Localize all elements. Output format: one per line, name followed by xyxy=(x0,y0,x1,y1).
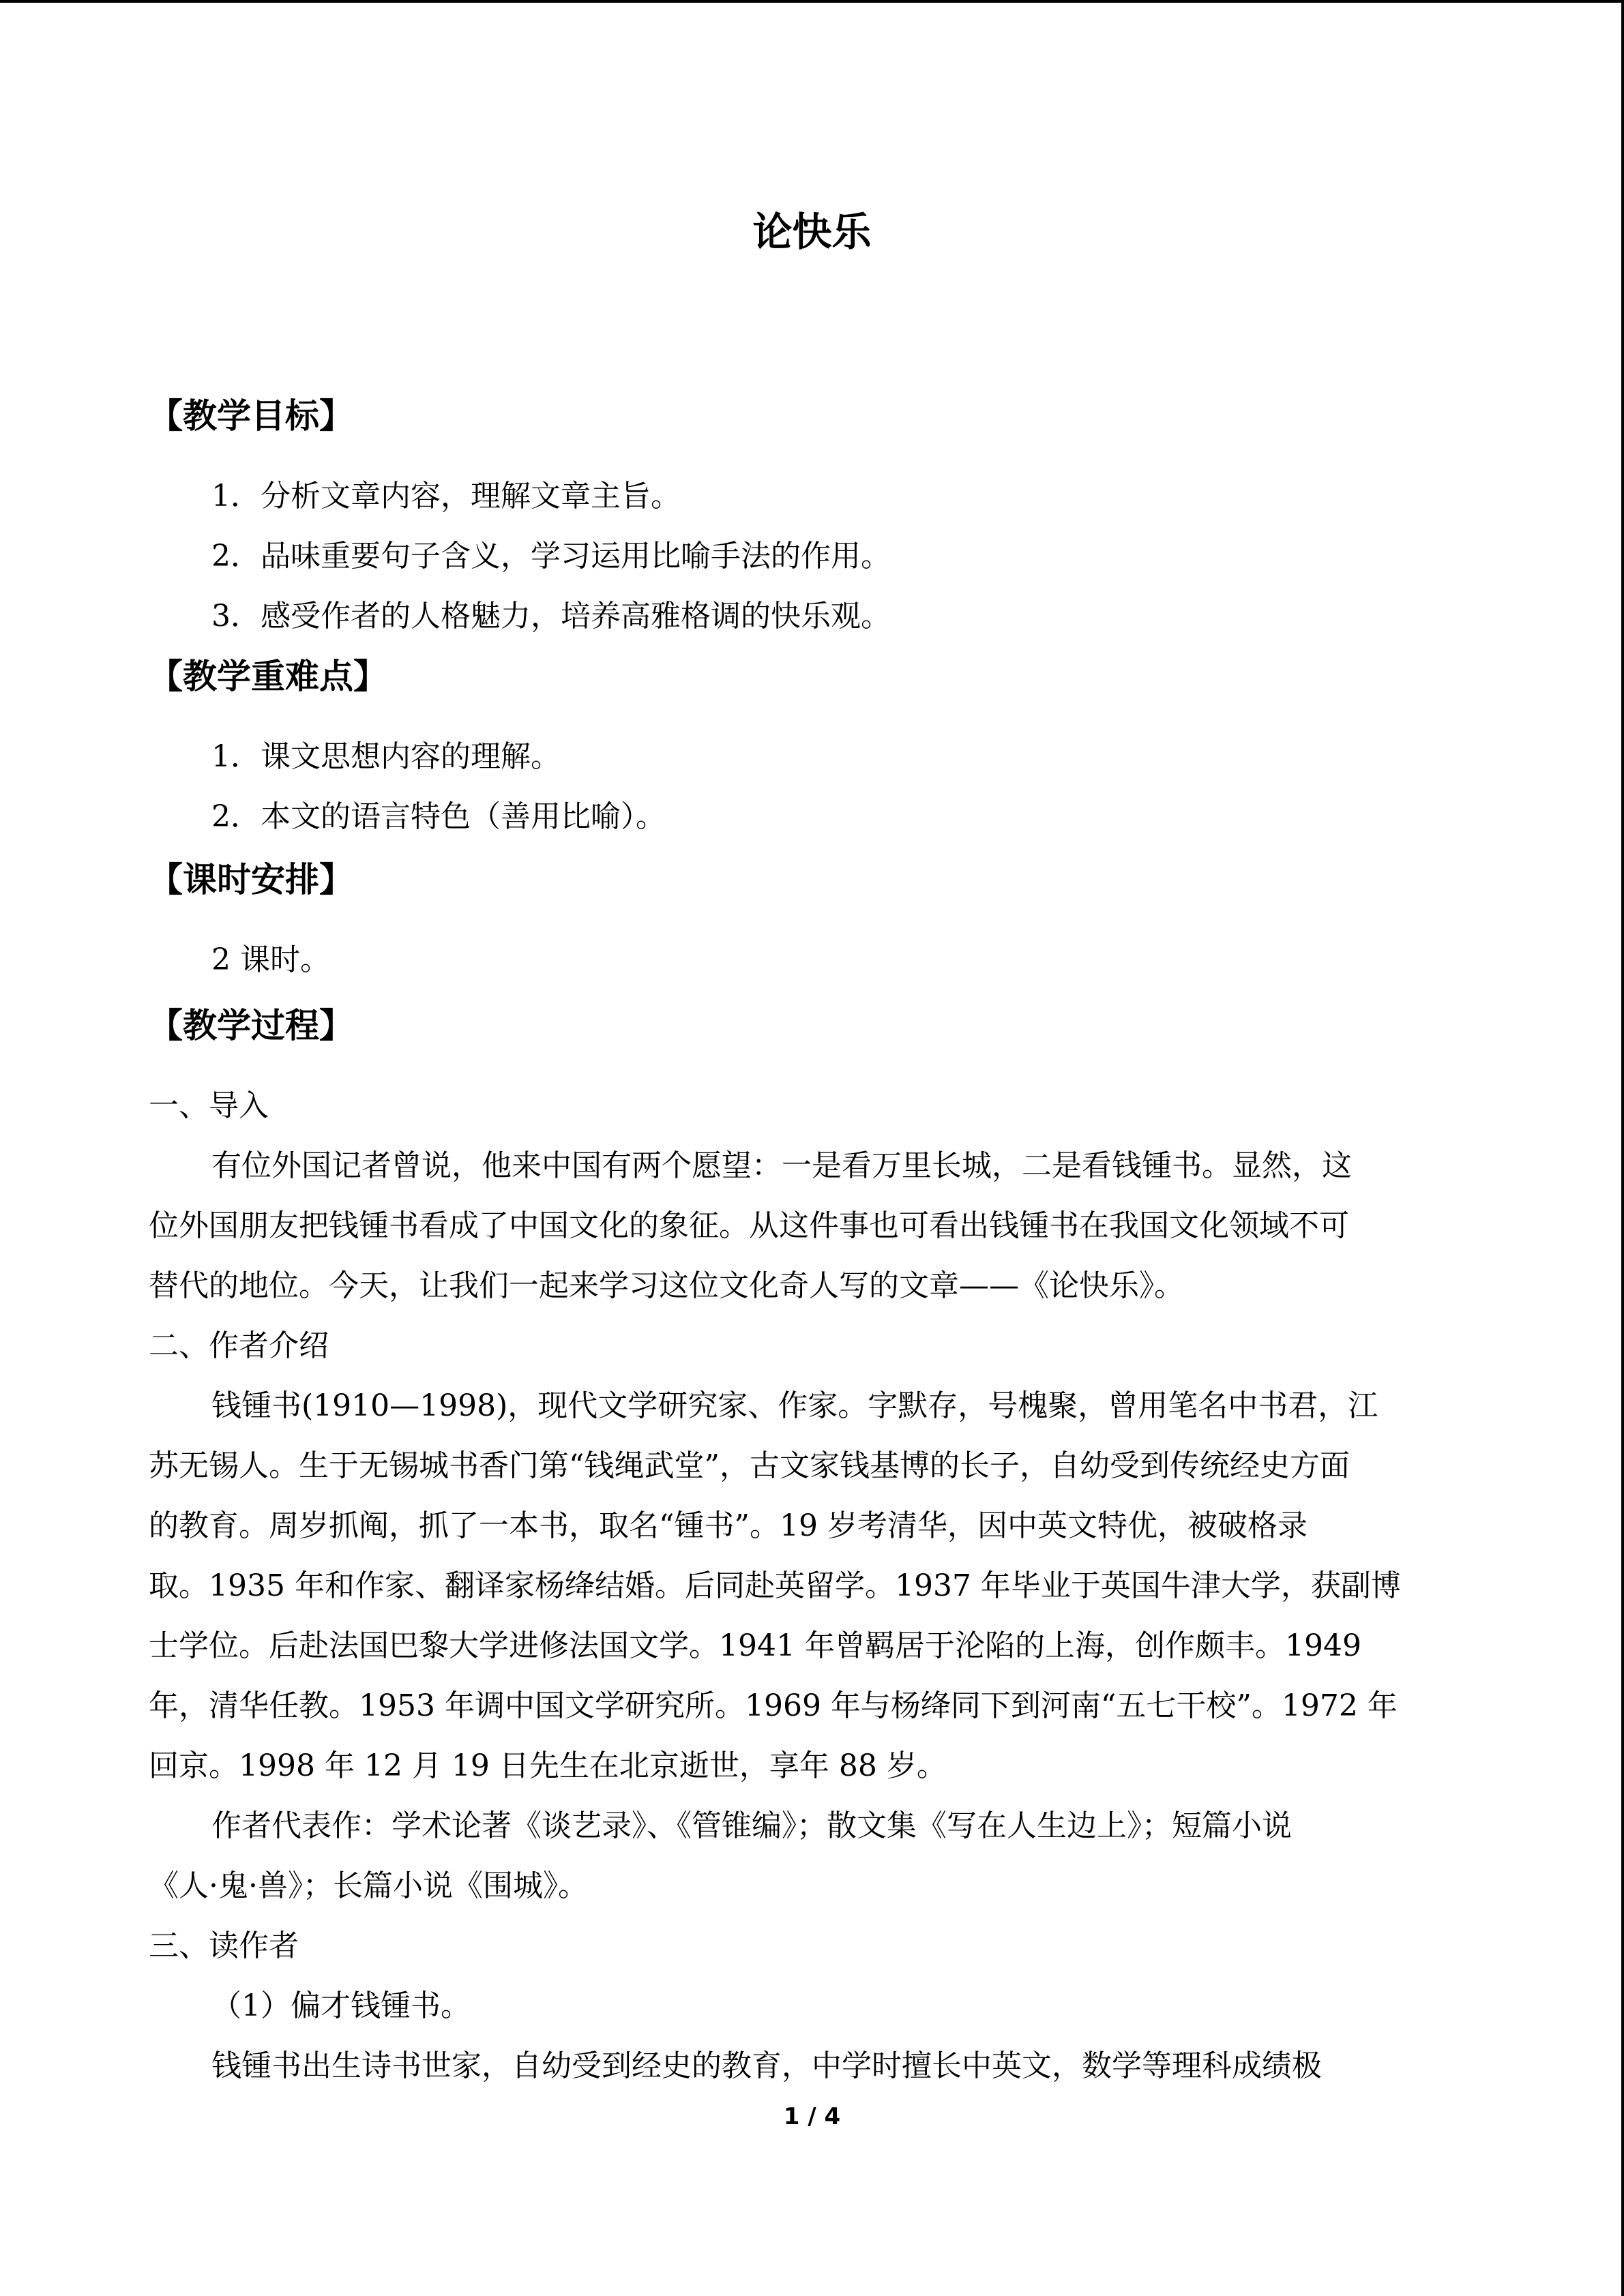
author-line: 回京。1998 年 12 月 19 日先生在北京逝世，享年 88 岁。 xyxy=(149,1748,947,1783)
page-border-top xyxy=(0,0,1624,3)
difficulty-item: 2．本文的语言特色（善用比喻）。 xyxy=(211,799,666,834)
section-heading-difficulties: 【教学重难点】 xyxy=(149,657,387,696)
author-line: 士学位。后赴法国巴黎大学进修法国文学。1941 年曾羁居于沦陷的上海，创作颇丰。1949 xyxy=(149,1628,1361,1663)
reader-line: 钱锺书出生诗书世家，自幼受到经史的教育，中学时擅长中英文，数学等理科成绩极 xyxy=(211,2048,1322,2083)
author-line: 的教育。周岁抓阄，抓了一本书，取名“锺书”。19 岁考清华，因中英文特优，被破格录 xyxy=(149,1508,1308,1543)
subheading-reader: 三、读作者 xyxy=(149,1928,299,1963)
document-page xyxy=(149,205,1475,2096)
works-line: 作者代表作：学术论著《谈艺录》、《管锥编》；散文集《写在人生边上》；短篇小说 xyxy=(211,1808,1292,1843)
subheading-intro: 一、导入 xyxy=(149,1088,269,1123)
author-line: 年，清华任教。1953 年调中国文学研究所。1969 年与杨绛同下到河南“五七干校”。1972 年 xyxy=(149,1688,1398,1723)
intro-line: 位外国朋友把钱锺书看成了中国文化的象征。从这件事也可看出钱锺书在我国文化领域不可 xyxy=(149,1208,1349,1243)
schedule-text: 2 课时。 xyxy=(211,942,330,977)
works-line: 《人·鬼·兽》；长篇小说《围城》。 xyxy=(149,1868,588,1903)
author-line: 钱锺书(1910—1998)，现代文学研究家、作家。字默存，号槐聚，曾用笔名中书君，江 xyxy=(211,1388,1378,1423)
goal-item: 2．品味重要句子含义，学习运用比喻手法的作用。 xyxy=(211,539,891,573)
document-title: 论快乐 xyxy=(752,209,872,255)
section-heading-process: 【教学过程】 xyxy=(149,1006,353,1045)
reader-item: （1）偏才钱锺书。 xyxy=(211,1988,471,2023)
author-line: 苏无锡人。生于无锡城书香门第“钱绳武堂”，古文家钱基博的长子，自幼受到传统经史方面 xyxy=(149,1448,1350,1483)
goal-item: 3．感受作者的人格魅力，培养高雅格调的快乐观。 xyxy=(211,599,891,633)
author-line: 取。1935 年和作家、翻译家杨绛结婚。后同赴英留学。1937 年毕业于英国牛津大学，获副博 xyxy=(149,1568,1401,1603)
page-number: 1 / 4 xyxy=(783,2103,841,2130)
subheading-author: 二、作者介绍 xyxy=(149,1328,329,1363)
intro-line: 有位外国记者曾说，他来中国有两个愿望：一是看万里长城，二是看钱锺书。显然，这 xyxy=(211,1148,1352,1183)
section-heading-schedule: 【课时安排】 xyxy=(149,860,353,899)
page-border-right xyxy=(1621,0,1624,2296)
section-heading-goals: 【教学目标】 xyxy=(149,396,353,436)
difficulty-item: 1．课文思想内容的理解。 xyxy=(211,739,561,774)
goal-item: 1．分析文章内容，理解文章主旨。 xyxy=(211,479,681,513)
intro-line: 替代的地位。今天，让我们一起来学习这位文化奇人写的文章——《论快乐》。 xyxy=(149,1268,1184,1303)
